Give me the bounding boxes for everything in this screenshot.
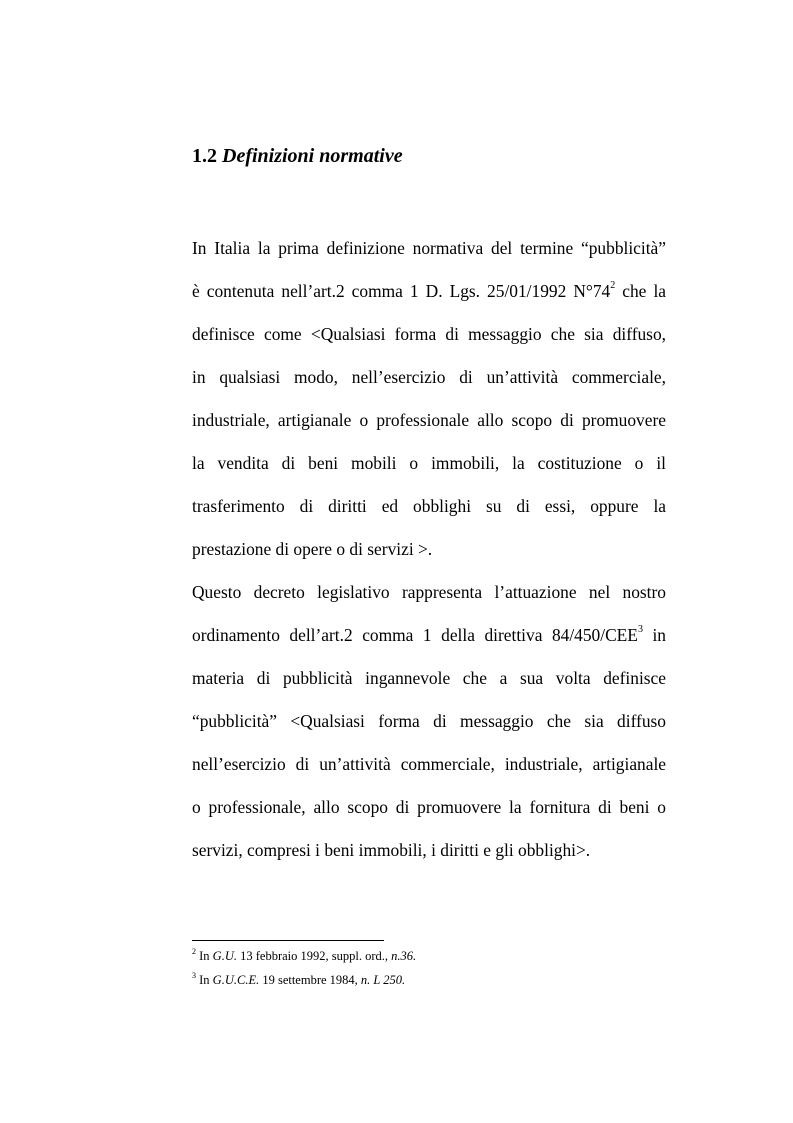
body-line: servizi, compresi i beni immobili, i diritti e gli obblighi>.: [192, 840, 591, 860]
body-line: in qualsiasi modo, nell’esercizio di un’attività commerciale,: [192, 367, 666, 387]
footnote-3: $^3$ In G.U.C.E. 19 settembre 1984, n. L 250.: [192, 970, 406, 987]
body-line: trasferimento di diritti ed obblighi su di essi, oppure la: [192, 496, 666, 516]
body-line: la vendita di beni mobili o immobili, la costituzione o il: [192, 453, 666, 473]
footnote-ref-2: 2: [610, 280, 616, 292]
body-line: In Italia la prima definizione normativa del termine “pubblicità”: [192, 238, 666, 258]
section-heading: [192, 145, 403, 168]
body-line: Questo decreto legislativo rappresenta l’attuazione nel nostro: [192, 582, 666, 602]
footnote-separator: [192, 940, 384, 941]
section-title: Definizioni normative: [222, 145, 403, 167]
body-line: ordinamento dell’art.2 comma 1 della direttiva 84/450/CEE$^3$ in: [192, 624, 666, 645]
body-line: prestazione di opere o di servizi >.: [192, 539, 433, 559]
body-line: “pubblicità” <Qualsiasi forma di messaggio che sia diffuso: [192, 711, 666, 731]
body-line: o professionale, allo scopo di promuovere la fornitura di beni o: [192, 797, 666, 817]
body-line: è contenuta nell’art.2 comma 1 D. Lgs. 25/01/1992 $N^\circ 74^2$ che la: [192, 280, 666, 301]
body-line: materia di pubblicità ingannevole che a sua volta definisce: [192, 668, 666, 688]
body-line: industriale, artigianale o professionale allo scopo di promuovere: [192, 410, 666, 430]
footnote-2: $^2$ In G.U. 13 febbraio 1992, suppl. ord., n.36.: [192, 946, 417, 963]
footnote-ref-3: 3: [637, 624, 643, 636]
section-number: 1.2: [192, 145, 217, 167]
body-line: nell’esercizio di un’attività commerciale, industriale, artigianale: [192, 754, 666, 774]
body-line: definisce come <Qualsiasi forma di messaggio che sia diffuso,: [192, 324, 666, 344]
